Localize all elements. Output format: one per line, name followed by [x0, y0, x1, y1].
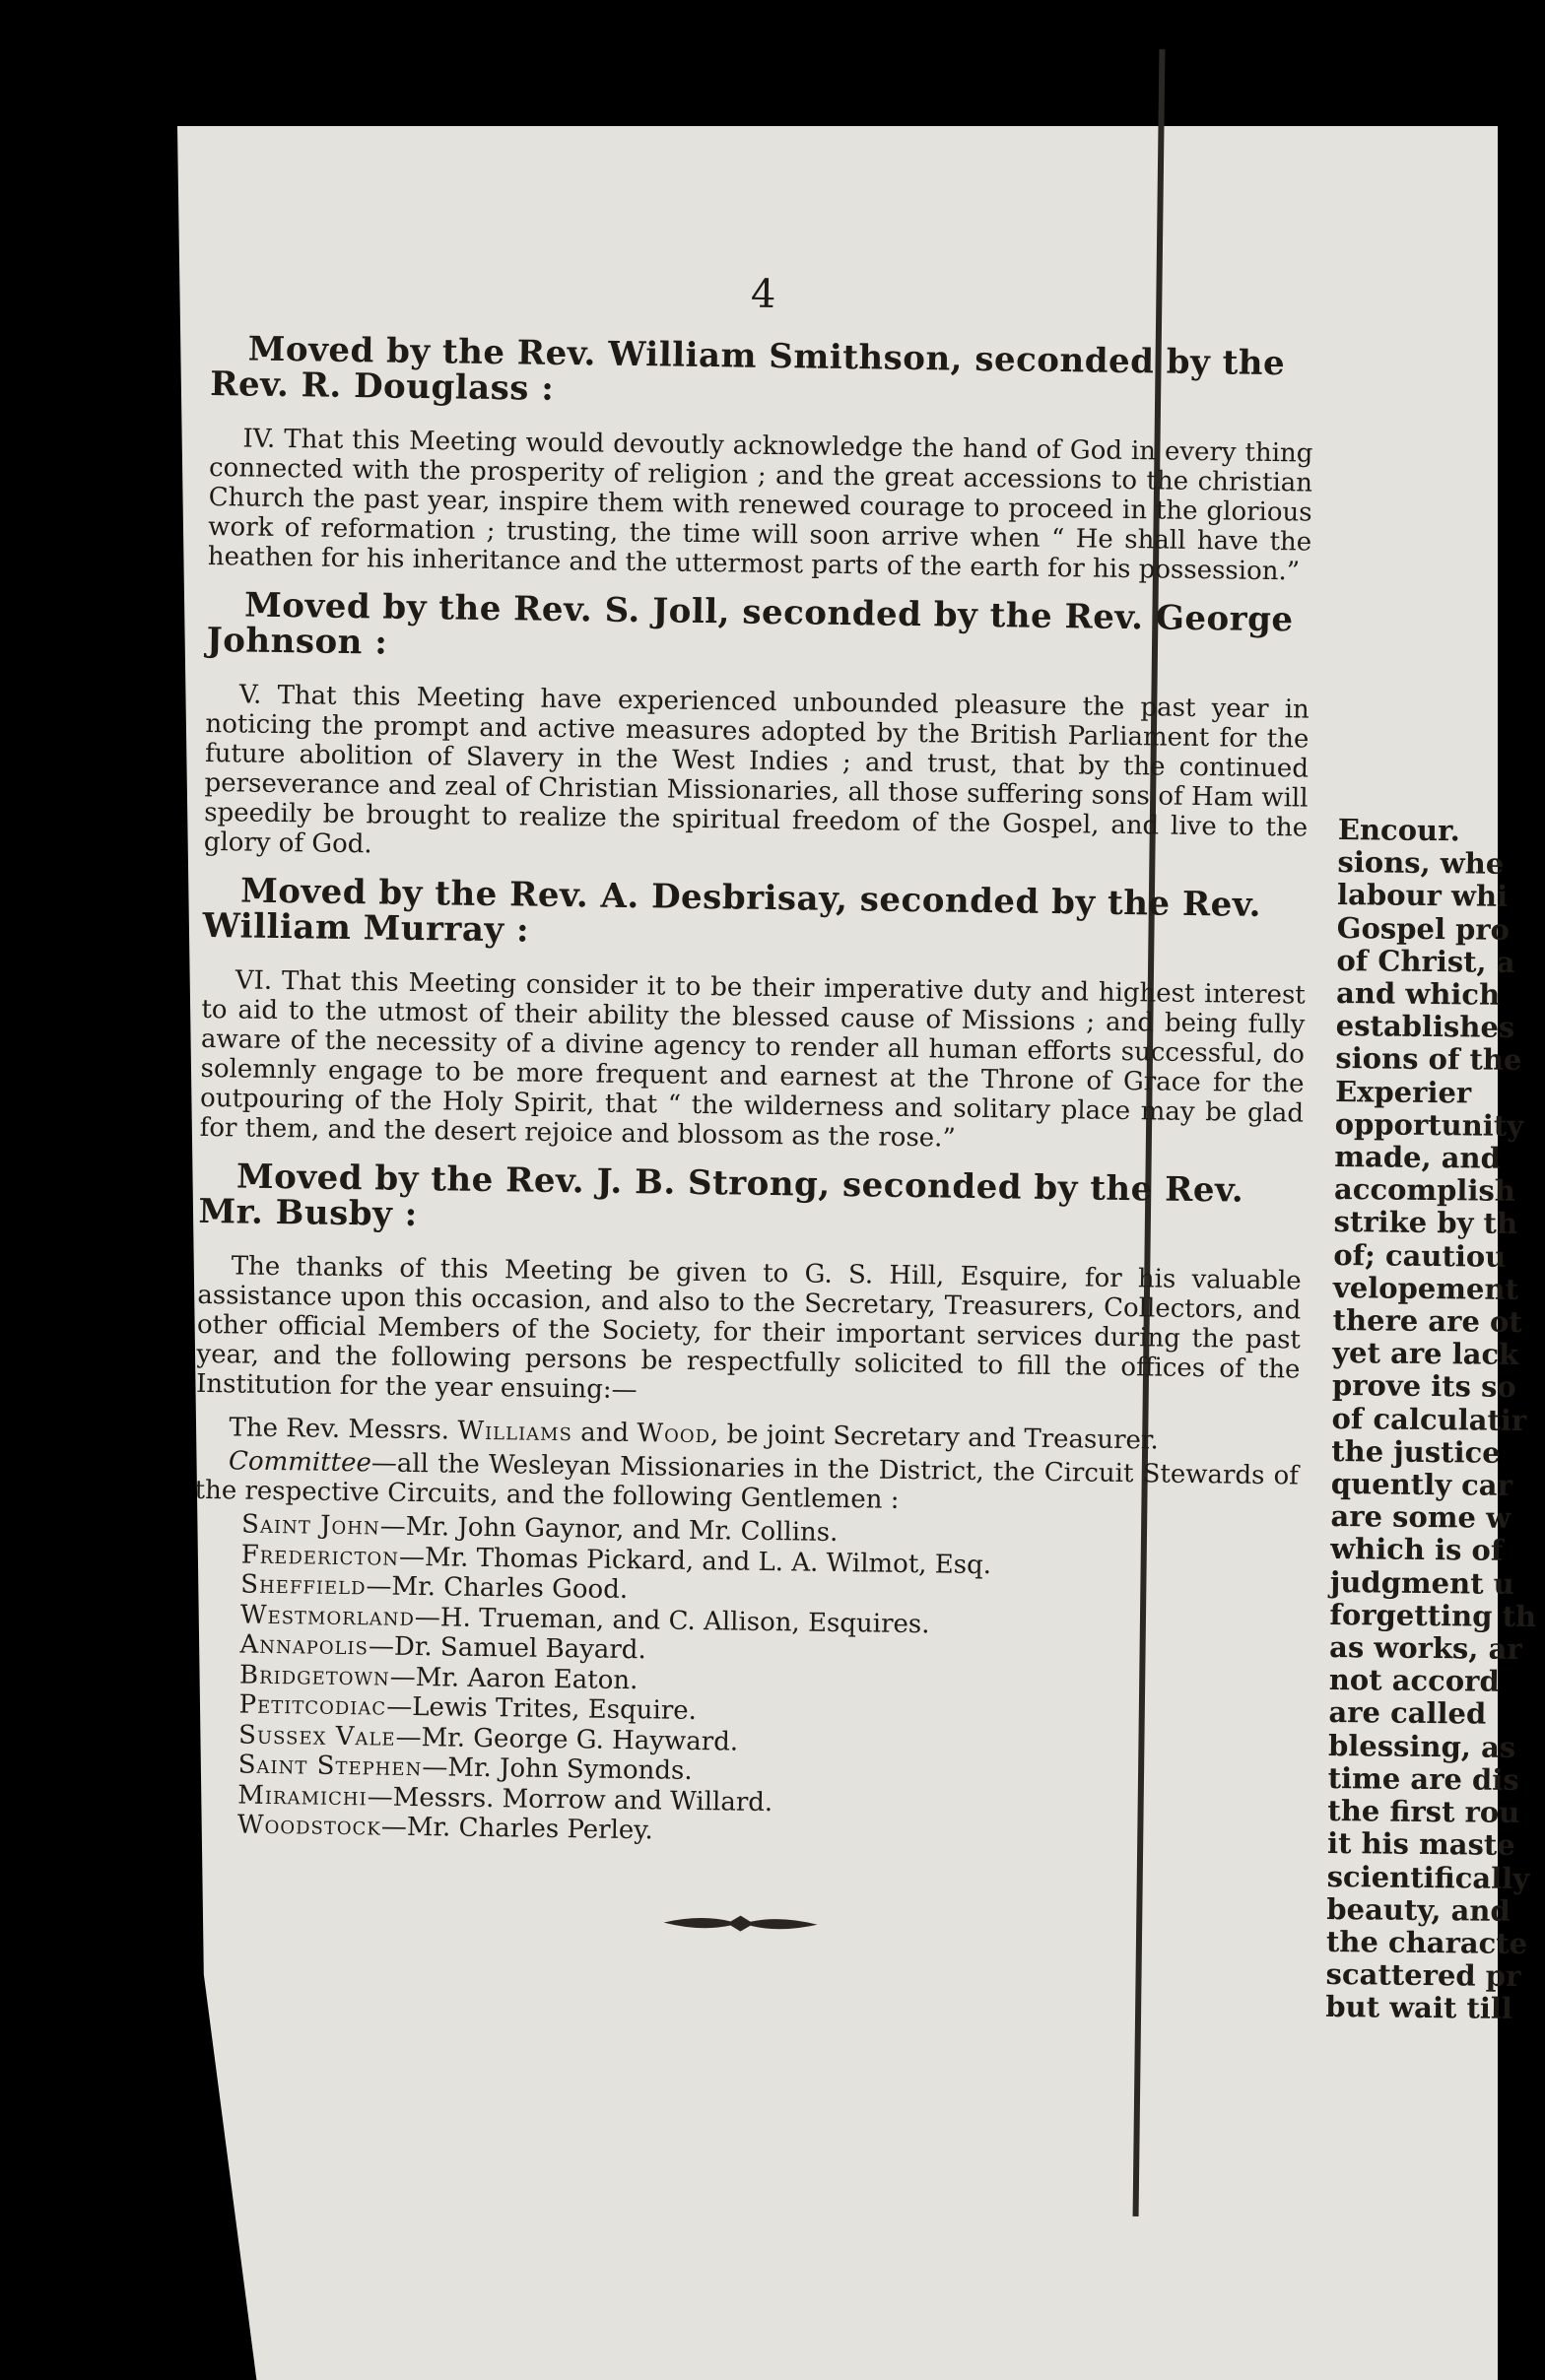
circuit-names: —Messrs. Morrow and Willard. — [367, 1781, 773, 1818]
moved-heading: Moved by the Rev. William Smithson, seconded by the Rev. R. Douglass : — [210, 329, 1286, 409]
officer-name: Wood — [637, 1419, 711, 1450]
right-column-fragment — [1325, 813, 1537, 2026]
text-line: are called — [1328, 1695, 1487, 1732]
circuit-place: Woodstock — [236, 1810, 382, 1842]
moved-heading: Moved by the Rev. A. Desbrisay, seconded by the Rev. William Murray : — [202, 871, 1262, 951]
text-line: made, and — [1334, 1140, 1502, 1175]
text-line: scattered pr — [1325, 1957, 1521, 1994]
circuit-place: Petitcodiac — [238, 1689, 387, 1722]
text-line: Experier — [1334, 1074, 1472, 1110]
circuit-place: Annapolis — [239, 1629, 369, 1662]
circuit-place: Westmorland — [239, 1600, 416, 1632]
text-line: opportunity — [1334, 1106, 1524, 1143]
circuit-names: —Mr. Aaron Eaton. — [389, 1662, 638, 1695]
text-line: of calculatir — [1331, 1401, 1527, 1437]
text-line: velopement — [1332, 1270, 1519, 1306]
moved-heading: Moved by the Rev. S. Joll, seconded by the Rev. George Johnson : — [206, 585, 1294, 663]
text-line: quently car — [1330, 1467, 1513, 1502]
text-line: are some w — [1330, 1499, 1511, 1536]
officers-suffix: , be joint Secretary and Treasurer. — [709, 1420, 1159, 1456]
circuit-names: —Mr. Charles Good. — [366, 1571, 629, 1606]
resolution-6 — [200, 873, 1308, 1158]
circuit-names: —Mr. Charles Perley. — [380, 1812, 653, 1846]
circuit-names: —Mr. John Symonds. — [422, 1752, 693, 1786]
circuit-names: —Mr. George G. Hayward. — [395, 1722, 739, 1757]
circuit-place: Fredericton — [240, 1540, 400, 1572]
left-column — [188, 264, 1315, 1946]
resolution-4 — [208, 331, 1314, 587]
text-line: blessing, as — [1327, 1728, 1516, 1764]
circuit-names: —H. Trueman, and C. Allison, Esquires. — [414, 1602, 930, 1639]
text-line: as works, ar — [1328, 1630, 1522, 1667]
text-line: it his maste — [1326, 1826, 1515, 1863]
ornament-divider-icon — [661, 1907, 819, 1939]
circuit-place: Saint John — [240, 1509, 380, 1542]
text-line: forgetting th — [1329, 1597, 1537, 1634]
text-line: Gospel pro — [1336, 910, 1511, 947]
text-line: which is of — [1330, 1532, 1504, 1568]
text-line: scientifically — [1326, 1859, 1530, 1895]
text-line: of; cautiou — [1333, 1237, 1507, 1274]
resolution-text: IV. That this Meeting would devoutly acknowledge the hand of God in every thing connected with the prosperity of religion ; and the great accessions to the christian Church the past year, inspire them with renewed courage to proceed in the glorious work of reformation ; trusting, the time will soon arrive when “ He shall have the heathen for his inheritance and the uttermost parts of the earth for his possession.” — [207, 424, 1313, 587]
text-line: time are dis — [1327, 1760, 1519, 1797]
text-line: not accord — [1328, 1663, 1500, 1699]
resolution-thanks — [196, 1158, 1303, 1415]
circuit-names: —Dr. Samuel Bayard. — [368, 1631, 646, 1666]
text-line: the first rou — [1327, 1794, 1520, 1830]
text-line: sions, whe — [1337, 845, 1505, 881]
officers-prefix: The Rev. Messrs. — [229, 1413, 458, 1446]
text-line: Encour. — [1337, 813, 1461, 848]
circuit-names: —Mr. John Gaynor, and Mr. Collins. — [379, 1511, 839, 1548]
text-line: establishes — [1335, 1009, 1515, 1045]
text-line: judgment u — [1329, 1564, 1514, 1601]
text-line: beauty, and — [1326, 1891, 1511, 1928]
text-line: the characte — [1325, 1924, 1528, 1960]
committee-text: —all the Wesleyan Missionaries in the District, the Circuit Stewards of the respective Circuits, and the following Gentlemen : — [194, 1448, 1300, 1515]
text-line: the justice — [1331, 1433, 1501, 1470]
circuit-names: —Mr. Thomas Pickard, and L. A. Wilmot, Esq. — [398, 1542, 992, 1580]
resolution-5 — [204, 587, 1311, 873]
text-line: strike by th — [1333, 1205, 1518, 1241]
text-line: but wait till — [1325, 1990, 1513, 2026]
text-line: yet are lack — [1332, 1336, 1519, 1372]
text-line: sions of the — [1335, 1041, 1522, 1078]
text-line: there are ot — [1332, 1303, 1522, 1340]
resolution-text: The thanks of this Meeting be given to G. S. Hill, Esquire, for his valuable assistance upon this occasion, and also to the Secretary, Treasurers, Collectors, and other official Members of the Society, for their important services during the past year, and the following persons be respectfully solicited to fill the offices of the Institution for the year ensuing:— — [195, 1251, 1302, 1406]
committee-paragraph — [194, 1446, 1299, 1521]
text-line: and which — [1335, 976, 1501, 1012]
circuit-place: Bridgetown — [238, 1660, 390, 1692]
circuit-place: Sheffield — [240, 1569, 367, 1602]
circuit-list — [237, 1510, 1299, 1855]
circuit-place: Miramichi — [237, 1780, 368, 1812]
circuit-names: —Lewis Trites, Esquire. — [385, 1691, 698, 1727]
committee-label: Committee — [228, 1446, 372, 1479]
circuit-place: Saint Stephen — [237, 1750, 423, 1783]
text-line: of Christ, a — [1336, 943, 1515, 979]
officer-name: Williams — [457, 1416, 573, 1448]
officers-middle: and — [571, 1418, 638, 1449]
circuit-place: Sussex Vale — [237, 1720, 396, 1752]
text-line: prove its so — [1331, 1368, 1516, 1405]
text-line: accomplish — [1333, 1172, 1516, 1209]
text-line: labour whi — [1336, 878, 1509, 914]
resolution-text: V. That this Meeting have experienced unbounded pleasure the past year in noticing the prompt and active measures adopted by the British Parliament for the future abolition of Slavery in the West Indies ; and trust, that by the continued perseverance and zeal of Christian Missionaries, all those suffering sons of Ham will speedily be brought to realize the spiritual freedom of the Gospel, and live to the glory of God. — [203, 680, 1310, 860]
page-number: 4 — [750, 271, 776, 317]
moved-heading: Moved by the Rev. J. B. Strong, seconded by the Rev. Mr. Busby : — [198, 1157, 1244, 1235]
resolution-text: VI. That this Meeting consider it to be their imperative duty and highest interest to aid to the utmost of their ability the blessed cause of Missions ; and being fully aware of the necessity of a divine agency to render all human efforts successful, do solemnly engage to be more frequent and earnest at the Throne of Grace for the outpouring of the Holy Spirit, that “ the wilderness and solitary place may be glad for them, and the desert rejoice and blossom as the rose.” — [199, 965, 1306, 1154]
